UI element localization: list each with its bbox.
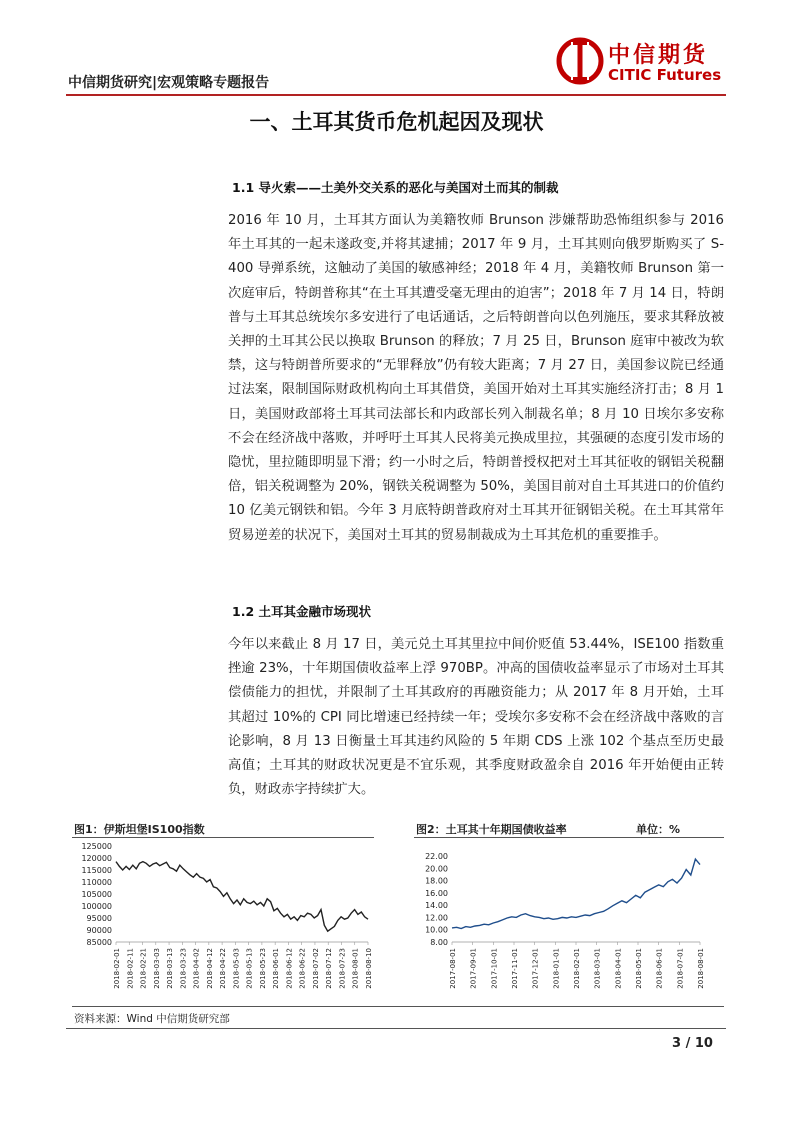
x-tick-label: 2017-11-01 <box>511 948 519 989</box>
x-tick-label: 2018-05-13 <box>245 948 254 989</box>
series-line <box>452 859 700 928</box>
x-tick-label: 2018-05-03 <box>232 948 241 989</box>
section-title: 一、土耳其货币危机起因及现状 <box>249 110 544 134</box>
x-tick-label: 2018-06-01 <box>272 948 281 989</box>
x-tick-label: 2017-08-01 <box>449 948 457 989</box>
y-tick-label: 110000 <box>81 878 112 887</box>
header-divider <box>66 94 726 96</box>
x-tick-label: 2018-01-01 <box>552 948 561 989</box>
x-tick-label: 2018-04-01 <box>614 948 623 989</box>
chart-2-unit-label: 单位：% <box>636 823 681 836</box>
x-tick-label: 2018-04-02 <box>192 948 201 989</box>
x-tick-label: 2018-02-01 <box>113 948 121 989</box>
x-tick-label: 2018-06-22 <box>298 948 307 989</box>
subsection-1-body <box>228 209 724 548</box>
chart-2-turkey-10y-yield <box>414 840 724 1005</box>
y-tick-label: 12.00 <box>425 913 448 923</box>
subsection-2-paragraph: 今年以来截止 8 月 17 日，美元兑土耳其里拉中间价贬值 53.44%，ISE100 指数重挫逾 23%，十年期国债收益率上浮 970BP。冲高的国债收益率显示了市场对土耳其偿债能力的担忧，并限制了土耳其政府的再融资能力；从 2017 年 8 月开始，土耳其超过 10%的 CPI 同比增速已经持续一年；受埃尔多安称不会在经济战中落败的言论影响，8 月 13 日衡量土耳其违约风险的 5 年期 CDS 上涨 102 个基点至历史最高值；土耳其的财政状况更是不宜乐观，其季度财政盈余自 2016 年开始便由正转负，财政赤字持续扩大。 <box>228 637 724 798</box>
x-tick-label: 2018-06-12 <box>285 948 294 989</box>
x-tick-label: 2018-03-23 <box>179 948 188 989</box>
x-tick-label: 2018-08-10 <box>365 948 373 989</box>
subsection-1-title: 1.1 导火索——土美外交关系的恶化与美国对土而其的制裁 <box>232 180 559 195</box>
chart-2-title: 图2：土耳其十年期国债收益率 <box>416 823 567 836</box>
charts-bottom-rule <box>72 1006 724 1007</box>
x-tick-label: 2018-04-12 <box>205 948 214 989</box>
x-tick-label: 2018-06-01 <box>655 948 664 989</box>
chart-1-title: 图1：伊斯坦堡IS100指数 <box>74 823 205 836</box>
citic-logo-icon <box>556 36 604 86</box>
y-tick-label: 115000 <box>81 866 112 875</box>
subsection-2-body <box>228 633 724 802</box>
x-tick-label: 2018-07-01 <box>676 948 685 989</box>
x-tick-label: 2018-05-01 <box>635 948 643 989</box>
x-tick-label: 2018-02-21 <box>139 948 148 989</box>
chart-1-istanbul-index <box>72 840 374 1005</box>
y-tick-label: 10.00 <box>425 925 448 935</box>
report-header-title: 中信期货研究|宏观策略专题报告 <box>68 75 270 91</box>
y-tick-label: 20.00 <box>425 864 448 874</box>
y-tick-label: 120000 <box>81 854 112 863</box>
footer-divider <box>66 1028 726 1029</box>
subsection-2-title: 1.2 土耳其金融市场现状 <box>232 604 371 619</box>
logo-chinese-text: 中信期货 <box>608 43 709 68</box>
x-tick-label: 2018-08-01 <box>697 948 705 989</box>
subsection-1-paragraph: 2016 年 10 月，土耳其方面认为美籍牧师 Brunson 涉嫌帮助恐怖组织参与 2016 年土耳其的一起未遂政变,并将其逮捕；2017 年 9 月，土耳其则向俄罗斯购买了 S-400 导弹系统，这触动了美国的敏感神经；2018 年 4 月，美籍牧师 Brunson 第一次庭审后，特朗普称其“在土耳其遭受毫无理由的迫害”；2018 年 7 月 14 日，特朗普与土耳其总统埃尔多安进行了电话通话，之后特朗普向以色列施压，要求其释放被关押的土耳其公民以换取 Brunson 的释放；7 月 25 日，Brunson 庭审中被改为软禁，这与特朗普所要求的“无罪释放”仍有较大距离；7 月 27 日，美国参议院已经通过法案，限制国际财政机构向土耳其借贷，美国开始对土耳其实施经济打击；8 月 1 日，美国财政部将土耳其司法部长和内政部长列入制裁名单；8 月 10 日埃尔多安称不会在经济战中落败，并呼吁土耳其人民将美元换成里拉，其强硬的态度引发市场的隐忧，里拉随即明显下滑；约一小时之后，特朗普授权把对土耳其征收的钢铝关税翻倍，铝关税调整为 20%，钢铁关税调整为 50%，美国目前对自土耳其进口的价值约 10 亿美元钢铁和铝。今年 3 月底特朗普政府对土耳其开征钢铝关税。在土耳其常年贸易逆差的状况下，美国对土耳其的贸易制裁成为土耳其危机的重要推手。 <box>228 213 724 543</box>
y-tick-label: 125000 <box>81 842 112 851</box>
y-tick-label: 22.00 <box>425 852 448 861</box>
y-tick-label: 85000 <box>86 938 112 947</box>
y-tick-label: 16.00 <box>425 888 448 898</box>
x-tick-label: 2017-10-01 <box>490 948 499 989</box>
y-tick-label: 90000 <box>86 926 112 935</box>
x-tick-label: 2018-05-23 <box>258 948 267 989</box>
logo-english-text: CITIC Futures <box>608 66 722 84</box>
y-tick-label: 18.00 <box>425 876 448 886</box>
source-note: 资料来源：Wind 中信期货研究部 <box>74 1013 230 1025</box>
x-tick-label: 2018-07-23 <box>338 948 347 989</box>
x-tick-label: 2018-03-13 <box>166 948 175 989</box>
x-tick-label: 2018-07-12 <box>325 948 334 989</box>
y-tick-label: 100000 <box>81 902 112 911</box>
citic-futures-logo <box>556 36 728 88</box>
x-tick-label: 2017-09-01 <box>469 948 478 989</box>
chart-2-top-rule <box>414 837 724 838</box>
x-tick-label: 2018-02-11 <box>126 948 135 989</box>
y-tick-label: 105000 <box>81 890 112 899</box>
y-tick-label: 8.00 <box>430 938 448 947</box>
x-tick-label: 2018-04-22 <box>219 948 228 989</box>
x-tick-label: 2017-12-01 <box>531 948 540 989</box>
page-number: 3 / 10 <box>672 1036 713 1051</box>
series-line <box>116 862 368 932</box>
x-tick-label: 2018-07-02 <box>311 948 320 989</box>
x-tick-label: 2018-03-01 <box>593 948 602 989</box>
y-tick-label: 95000 <box>86 914 112 923</box>
x-tick-label: 2018-03-03 <box>152 948 161 989</box>
chart-1-top-rule <box>72 837 374 838</box>
x-tick-label: 2018-08-01 <box>351 948 360 989</box>
x-tick-label: 2018-02-01 <box>573 948 581 989</box>
y-tick-label: 14.00 <box>425 901 448 911</box>
